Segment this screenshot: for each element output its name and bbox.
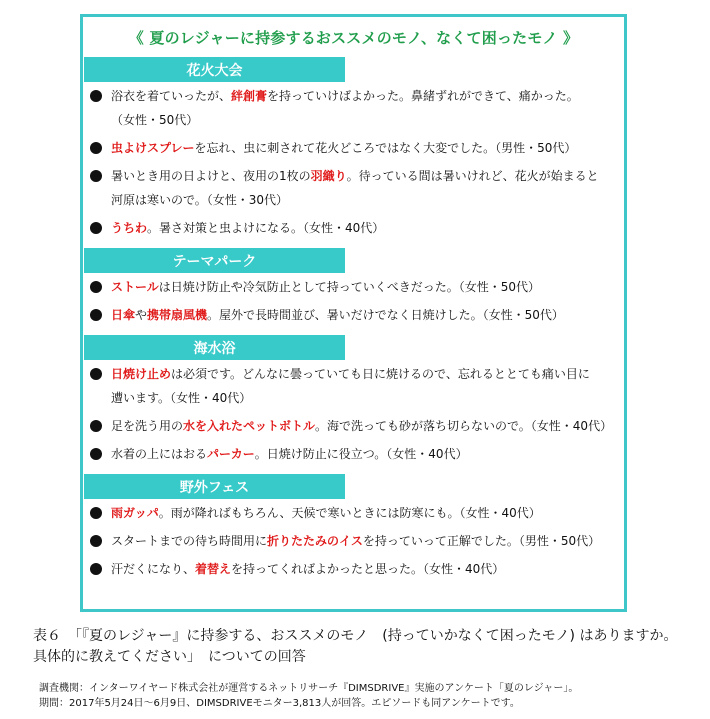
bullet-icon (90, 170, 102, 182)
item-text: 浴衣を着ていったが、 (111, 89, 232, 103)
item-text: 。待っている間は暑いけれど、花火が始まると (346, 169, 599, 183)
item-highlight: ストール (111, 280, 159, 294)
list-item (83, 557, 624, 581)
item-line (111, 136, 616, 160)
item-text: 。暑さ対策と虫よけになる。（女性・40代） (147, 221, 385, 235)
item-highlight: 虫よけスプレー (111, 141, 195, 155)
item-line (111, 84, 616, 108)
list-item (83, 84, 624, 132)
recommendation-panel (80, 14, 627, 612)
section (83, 57, 624, 240)
section-heading: テーマパーク (84, 248, 345, 273)
item-line (111, 362, 616, 386)
bullet-icon (90, 563, 102, 575)
item-line (111, 303, 616, 327)
item-text: を持っていって正解でした。（男性・50代） (362, 534, 601, 548)
item-highlight: パーカー (207, 447, 255, 461)
item-highlight: 絆創膏 (231, 89, 268, 103)
item-highlight: 水を入れたペットボトル (183, 419, 316, 433)
bullet-icon (90, 420, 102, 432)
section (83, 248, 624, 327)
item-highlight: 着替え (195, 562, 232, 576)
item-text: を忘れ、虫に刺されて花火どころではなく大変でした。（男性・50代） (194, 141, 577, 155)
bullet-icon (90, 448, 102, 460)
bullet-icon (90, 368, 102, 380)
item-text: を持っていけばよかった。鼻緒ずれができて、痛かった。 (267, 89, 579, 103)
item-line (111, 414, 616, 438)
item-text: 暑いとき用の日よけと、夜用の1枚の (111, 169, 311, 183)
item-highlight: 雨ガッパ (111, 506, 159, 520)
list-item (83, 414, 624, 438)
list-item (83, 136, 624, 160)
list-item (83, 303, 624, 327)
survey-note-line1: 調査機関：インターワイヤード株式会社が運営するネットリサーチ『DIMSDRIVE』実施のアンケート「夏のレジャー」。 (39, 683, 579, 694)
item-text: や (135, 308, 148, 322)
item-line-continued: 遭います。（女性・40代） (111, 391, 252, 405)
bullet-icon (90, 507, 102, 519)
list-item (83, 216, 624, 240)
bullet-icon (90, 222, 102, 234)
item-line-continued: 河原は寒いので。（女性・30代） (111, 193, 289, 207)
list-item (83, 362, 624, 410)
list-item (83, 529, 624, 553)
sections-container (83, 57, 624, 581)
item-line (111, 442, 616, 466)
bullet-icon (90, 281, 102, 293)
table-caption: 表６ 「『夏のレジャー』に持参する、おススメのモノ (持っていかなくて困ったモノ) はありますか。 具体的に教えてください」 についての回答 (33, 628, 678, 665)
section (83, 474, 624, 581)
section (83, 335, 624, 466)
survey-note (39, 681, 699, 711)
bullet-icon (90, 535, 102, 547)
section-heading: 海水浴 (84, 335, 345, 360)
item-line (111, 164, 616, 188)
item-line (111, 275, 616, 299)
list-item (83, 164, 624, 212)
item-highlight: 日焼け止め (111, 367, 172, 381)
item-highlight: 折りたたみのイス (267, 534, 363, 548)
item-text: 。日焼け防止に役立つ。（女性・40代） (254, 447, 468, 461)
section-heading: 花火大会 (84, 57, 345, 82)
survey-note-line2: 期間：2017年5月24日～6月9日、DIMSDRIVEモニター3,813人が回答。エピソードも同アンケートです。 (39, 698, 520, 709)
item-text: は必須です。どんなに曇っていても日に焼けるので、忘れるととても痛い目に (171, 367, 590, 381)
item-text: を持ってくればよかったと思った。（女性・40代） (231, 562, 505, 576)
item-text: は日焼け防止や冷気防止として持っていくべきだった。（女性・50代） (158, 280, 541, 294)
item-line (111, 529, 616, 553)
item-highlight: 羽織り (310, 169, 347, 183)
bullet-icon (90, 142, 102, 154)
item-text: スタートまでの待ち時間用に (111, 534, 268, 548)
list-item (83, 501, 624, 525)
item-highlight: 日傘 (111, 308, 136, 322)
item-line-continued: （女性・50代） (111, 113, 199, 127)
bullet-icon (90, 309, 102, 321)
panel-title: 《 夏のレジャーに持参するおススメのモノ、なくて困ったモノ 》 (128, 29, 579, 47)
item-highlight: うちわ (111, 221, 148, 235)
bullet-icon (90, 90, 102, 102)
item-text: 水着の上にはおる (111, 447, 208, 461)
item-text: 汗だくになり、 (111, 562, 196, 576)
item-text: 足を洗う用の (111, 419, 184, 433)
item-highlight: 携帯扇風機 (147, 308, 208, 322)
item-line (111, 557, 616, 581)
section-heading: 野外フェス (84, 474, 345, 499)
item-text: 。雨が降ればもちろん、天候で寒いときには防寒にも。（女性・40代） (158, 506, 541, 520)
item-line (111, 216, 616, 240)
list-item (83, 442, 624, 466)
list-item (83, 275, 624, 299)
item-line (111, 501, 616, 525)
item-text: 。屋外で長時間並び、暑いだけでなく日焼けした。（女性・50代） (207, 308, 564, 322)
item-text: 。海で洗っても砂が落ち切らないので。（女性・40代） (315, 419, 613, 433)
